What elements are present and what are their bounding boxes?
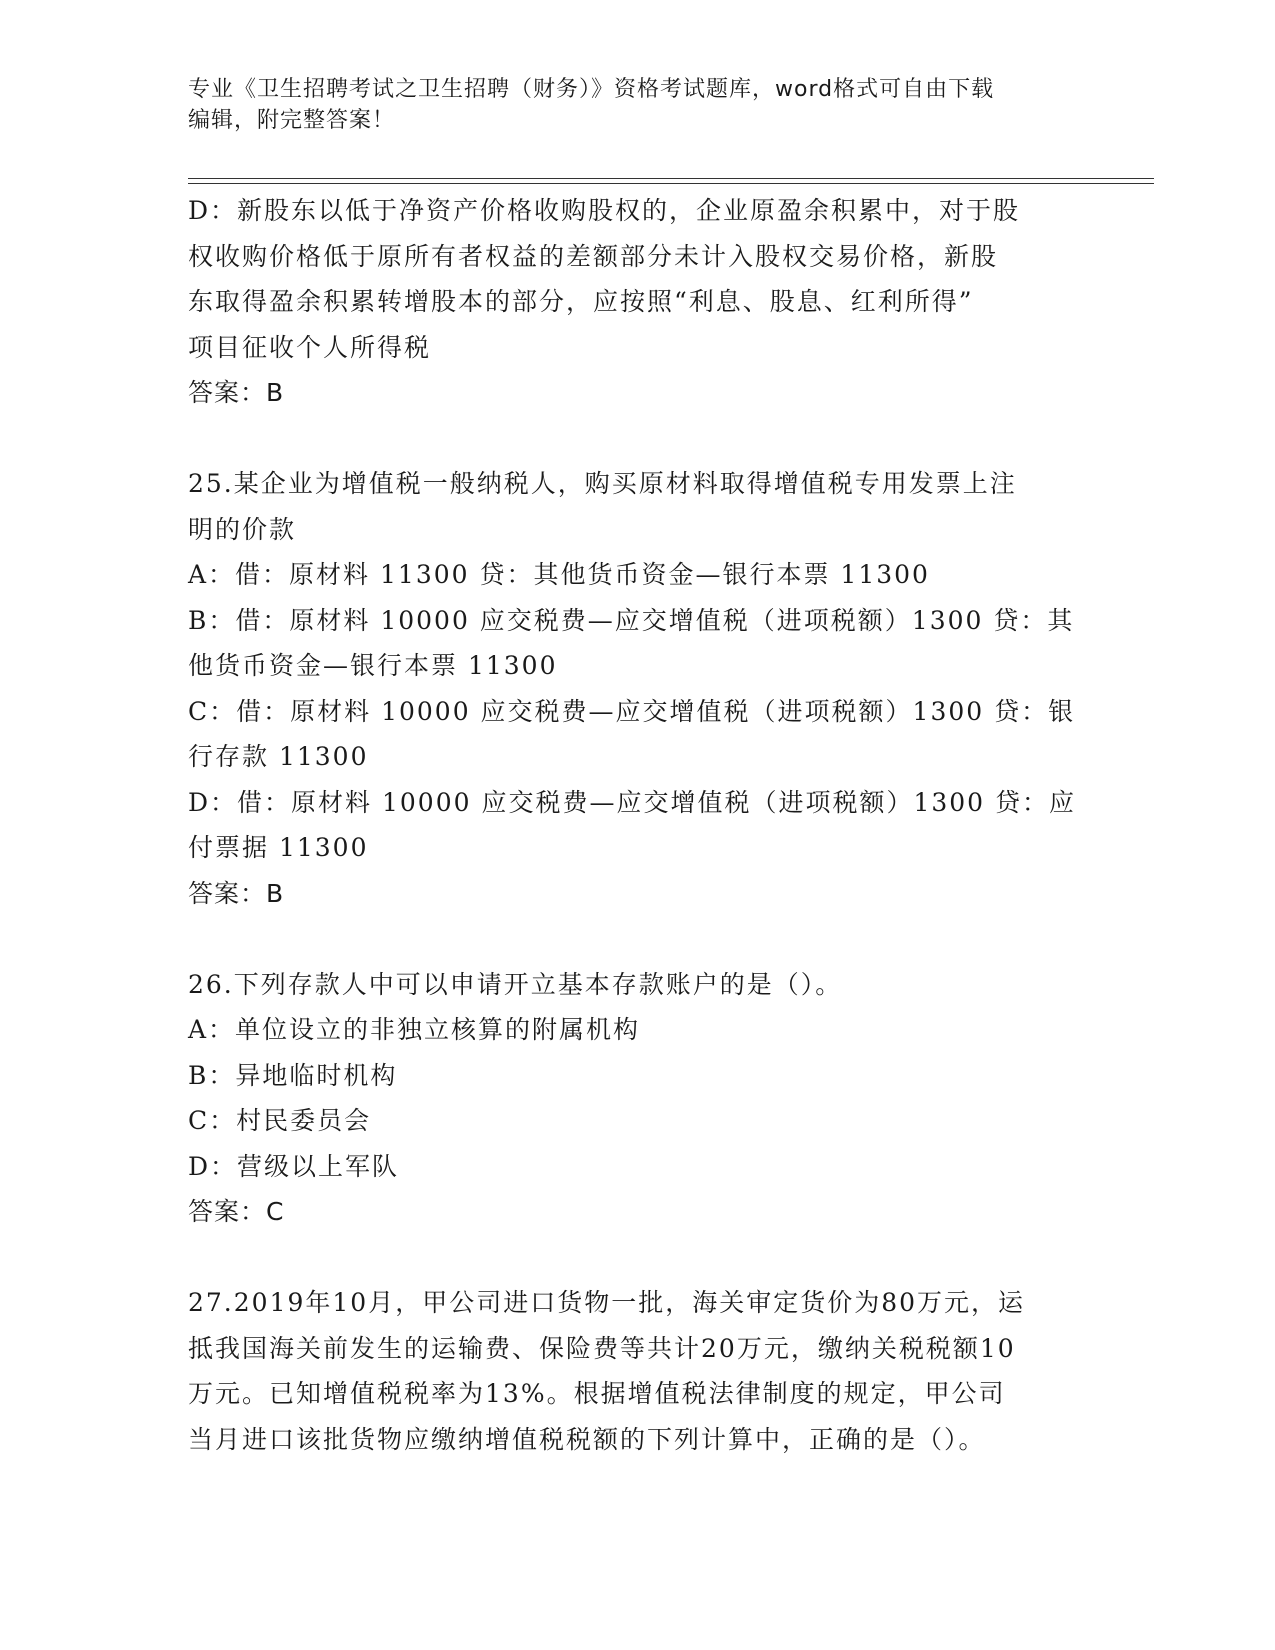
question-stem-line: 27.2019年10月，甲公司进口货物一批，海关审定货价为80万元，运 [188,1288,1026,1317]
question-stem-line: 当月进口该批货物应缴纳增值税税额的下列计算中，正确的是（）。 [188,1424,986,1454]
option-c-line: C：借：原材料 10000 应交税费—应交增值税（进项税额）1300 贷：银 [188,696,1076,726]
question-stem-line: 万元。已知增值税税率为13%。根据增值税法律制度的规定，甲公司 [188,1379,1006,1408]
answer: 答案：C [188,1197,285,1226]
option-b-line: B：借：原材料 10000 应交税费—应交增值税（进项税额）1300 贷：其 [188,605,1075,635]
option-a: A：单位设立的非独立核算的附属机构 [188,1015,641,1044]
option-b: B：异地临时机构 [188,1060,398,1090]
option-line: 东取得盈余积累转增股本的部分，应按照“利息、股息、红利所得” [188,287,974,316]
question-stem-line: 25.某企业为增值税一般纳税人，购买原材料取得增值税专用发票上注 [188,469,1017,498]
header-line-2: 编辑，附完整答案！ [188,108,396,133]
spacer [188,916,1078,962]
document-header [188,74,1068,136]
question-25 [188,461,1078,916]
question-27 [188,1280,1078,1462]
option-line: 权收购价格低于原所有者权益的差额部分未计入股权交易价格，新股 [188,241,999,271]
answer: 答案：B [188,878,285,908]
prev-answer: 答案：B [188,378,285,407]
header-rule-bottom [188,183,1154,184]
option-d-line: 付票据 11300 [188,833,369,862]
question-content [188,188,1078,1462]
option-b-line: 他货币资金—银行本票 11300 [188,651,558,680]
spacer [188,416,1078,462]
question-stem-line: 抵我国海关前发生的运输费、保险费等共计20万元，缴纳关税税额10 [188,1333,1016,1363]
option-line: D：新股东以低于净资产价格收购股权的，企业原盈余积累中，对于股 [188,196,1021,225]
question-stem: 26.下列存款人中可以申请开立基本存款账户的是（）。 [188,969,843,999]
header-line-1: 专业《卫生招聘考试之卫生招聘（财务）》资格考试题库，word格式可自由下载 [188,77,995,102]
prev-option-d [188,188,1078,370]
option-d-line: D：借：原材料 10000 应交税费—应交增值税（进项税额）1300 贷：应 [188,787,1077,817]
question-26 [188,962,1078,1235]
question-stem-line: 明的价款 [188,514,297,544]
spacer [188,1235,1078,1281]
option-d: D：营级以上军队 [188,1151,400,1181]
option-line: 项目征收个人所得税 [188,332,432,362]
option-a: A：借：原材料 11300 贷：其他货币资金—银行本票 11300 [188,560,930,589]
option-c-line: 行存款 11300 [188,742,369,771]
option-c: C：村民委员会 [188,1106,372,1135]
header-rule-top [188,178,1154,179]
